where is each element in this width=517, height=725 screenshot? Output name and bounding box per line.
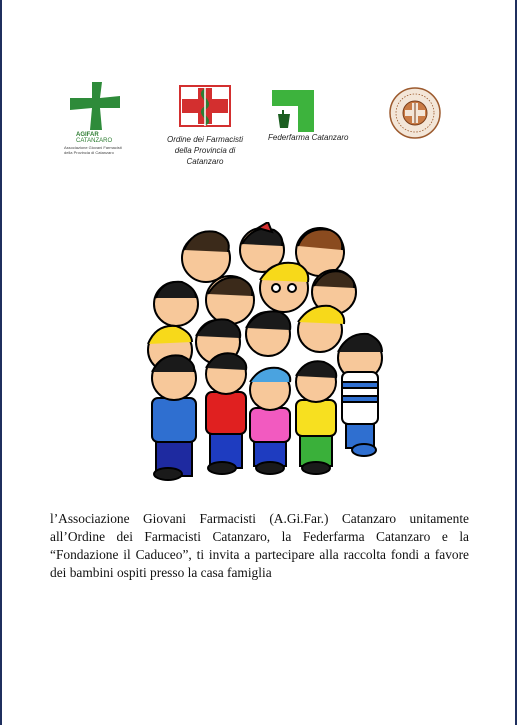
children-illustration [134, 222, 388, 484]
federfarma-logo [268, 90, 368, 150]
agifar-city: CATANZARO [76, 138, 113, 144]
ordine-farmacisti-logo [160, 84, 250, 174]
logo-row [0, 78, 517, 178]
invitation-text: l’Associazione Giovani Farmacisti (A.Gi.Far.) Catanzaro unitamente all’Ordine dei Farmacisti Catanzaro, la Federfarma Catanzaro e la “Fondazione il Caduceo”, ti invita a partecipare alla raccolta fondi a favore dei bambini ospiti presso la casa famiglia [50, 511, 469, 580]
agifar-logo [62, 78, 128, 158]
seal-icon [388, 86, 442, 140]
ordine-caption-line2: della Provincia di [174, 146, 236, 155]
agifar-name: AGIFAR [76, 132, 99, 138]
fondazione-caduceo-seal [388, 86, 442, 140]
group-of-children-icon [134, 222, 388, 484]
agifar-subtitle: Associazione Giovani Farmacisti della Provincia di Catanzaro [64, 145, 122, 155]
federfarma-caption: Federfarma Catanzaro [268, 133, 349, 142]
federfarma-cross-icon [268, 90, 318, 132]
agifar-cross-icon [62, 78, 128, 134]
ordine-caption [160, 134, 250, 167]
ordine-caption-line3: Catanzaro [186, 157, 224, 166]
ordine-caduceus-icon [160, 84, 250, 130]
ordine-caption-line1: Ordine dei Farmacisti [166, 135, 244, 144]
